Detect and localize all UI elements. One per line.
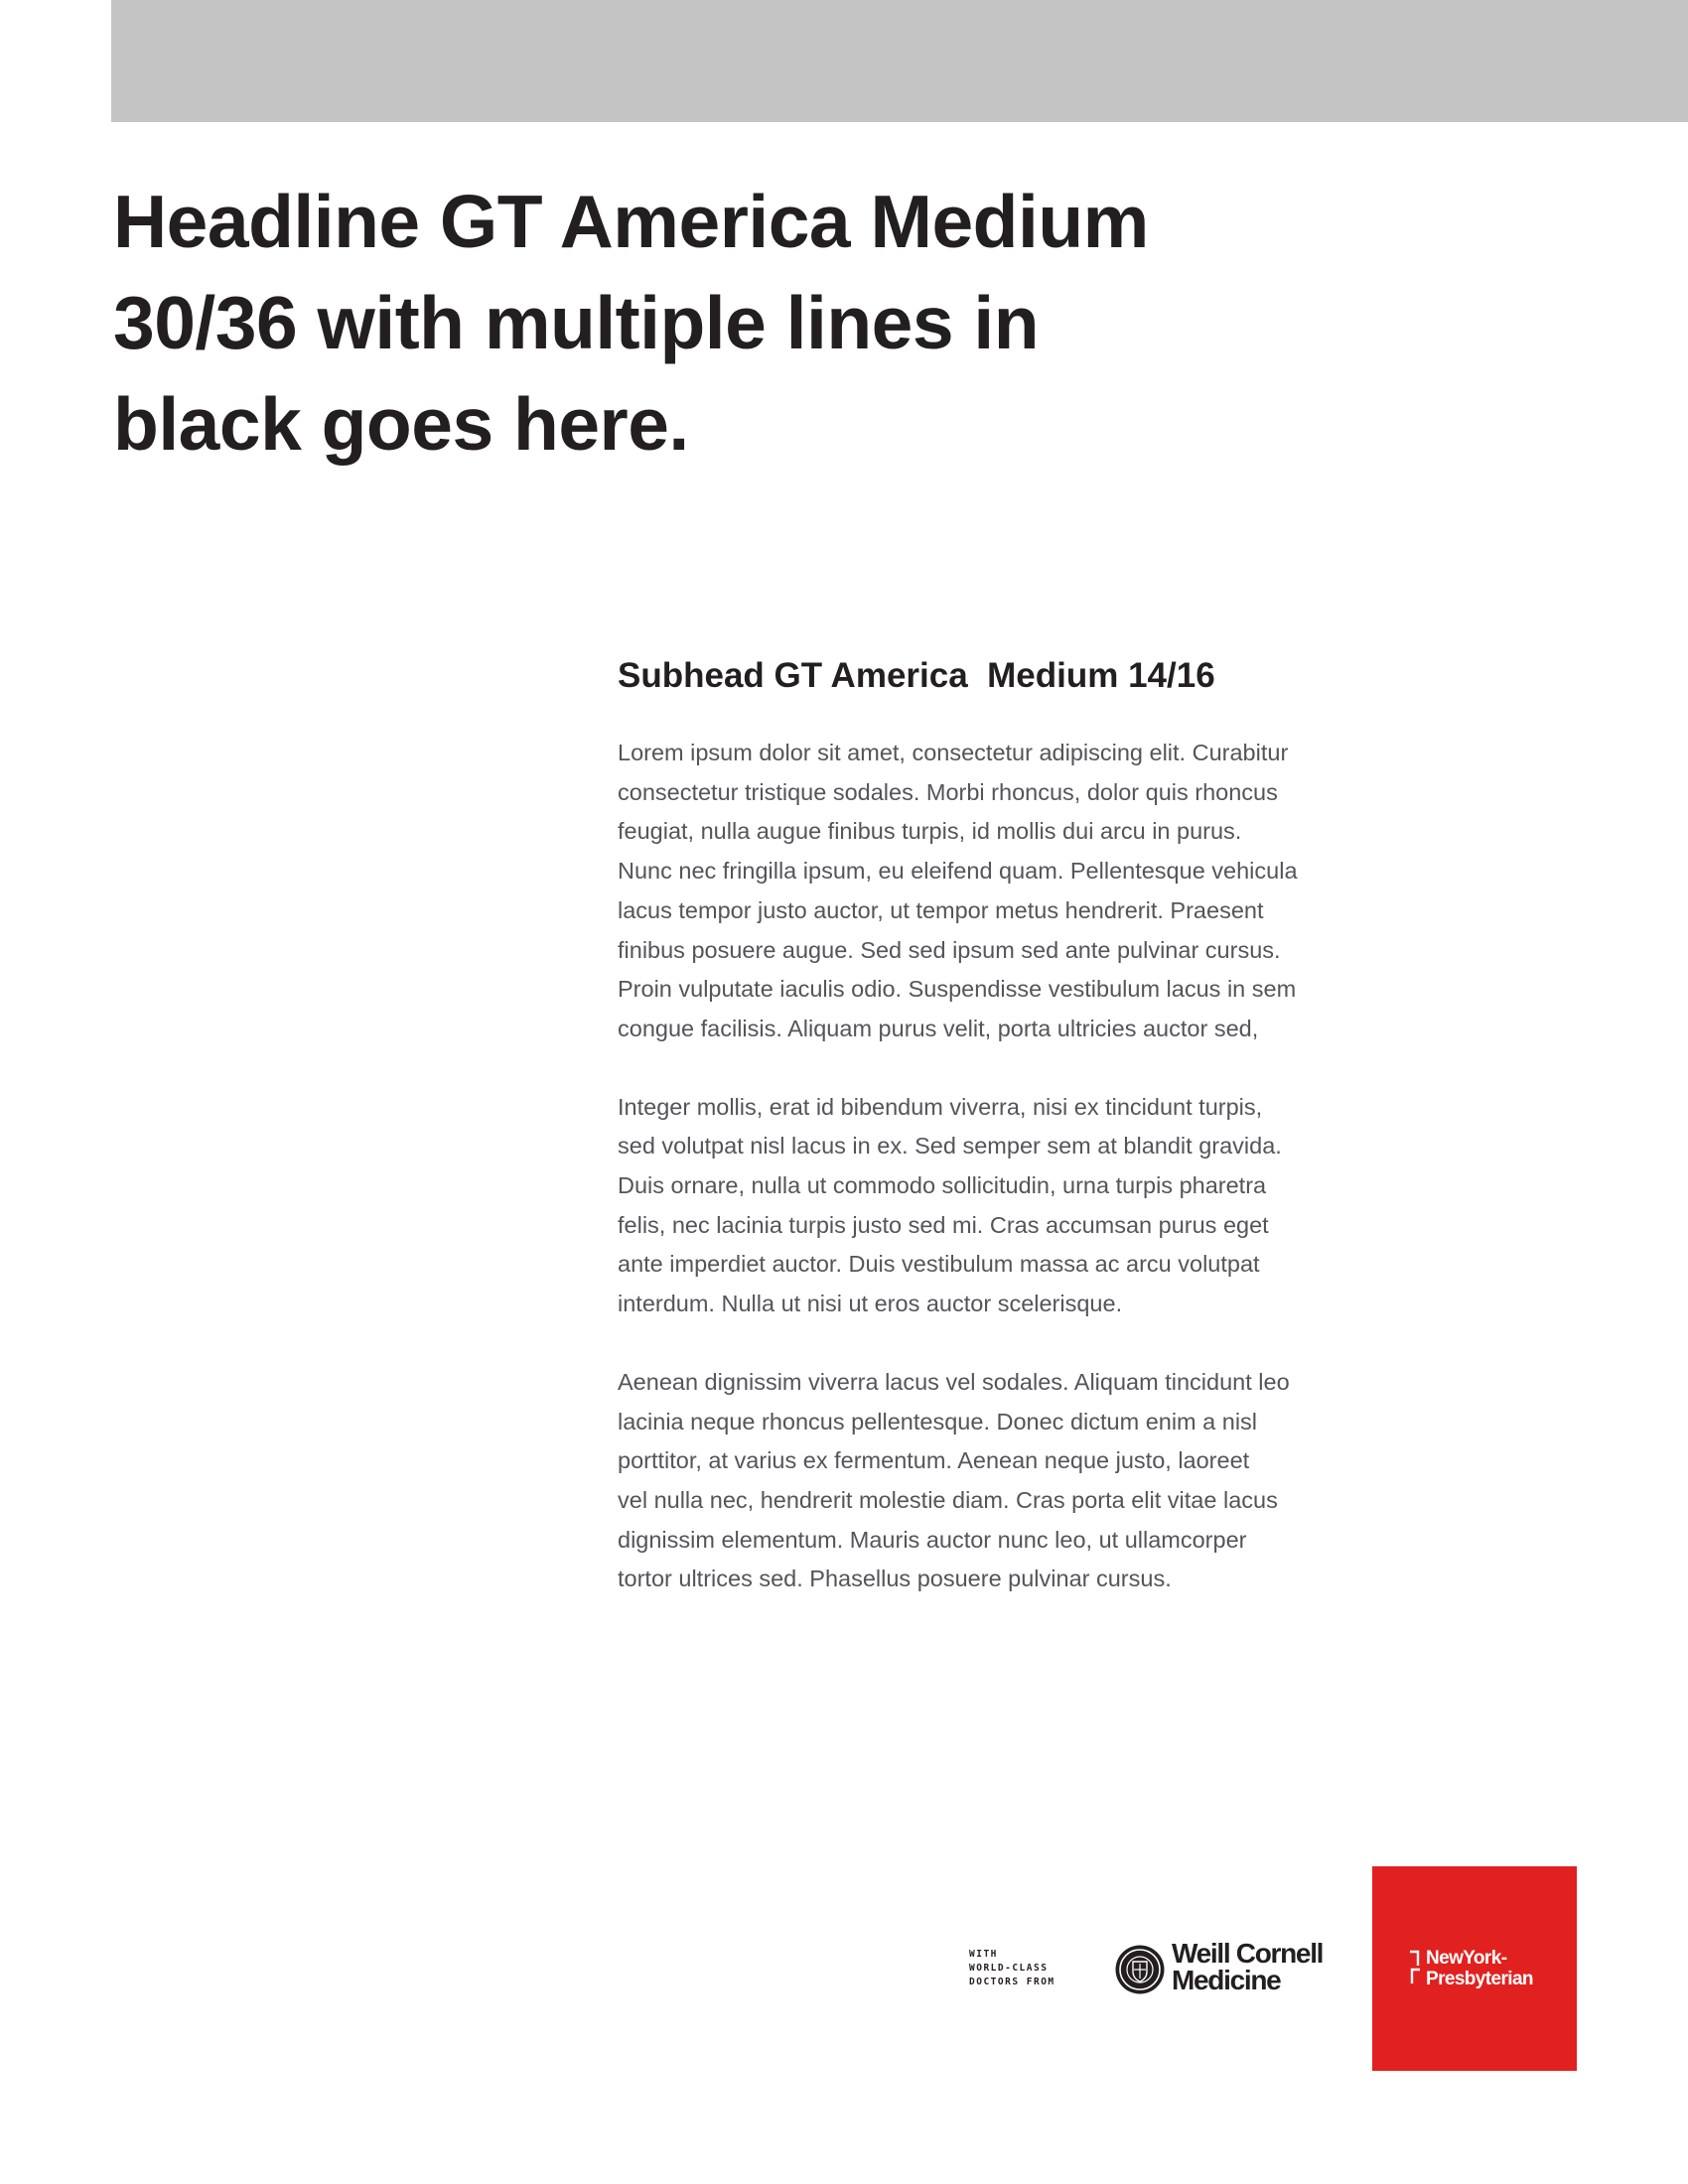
nyp-logo (1372, 1866, 1577, 2071)
headline-line: Headline GT America Medium (113, 180, 1149, 263)
nyp-logo-text (1426, 1948, 1533, 1989)
seal-icon (1114, 1944, 1166, 1995)
body-line: porttitor, at varius ex fermentum. Aenean neque justo, laoreet (618, 1447, 1250, 1474)
body-line: consectetur tristique sodales. Morbi rhoncus, dolor quis rhoncus (618, 778, 1278, 805)
body-line: interdum. Nulla ut nisi ut eros auctor scelerisque. (618, 1291, 1123, 1317)
tagline-line: DOCTORS FROM (969, 1977, 1055, 1987)
headline-line: 30/36 with multiple lines in (113, 281, 1040, 364)
tagline-line: WORLD-CLASS (969, 1963, 1049, 1974)
body-line: vel nulla nec, hendrerit molestie diam. Cras porta elit vitae lacus (618, 1486, 1278, 1513)
nyp-logo-line: Presbyterian (1426, 1969, 1533, 1989)
nyp-logo-line: NewYork- (1426, 1948, 1507, 1969)
body-line: dignissim elementum. Mauris auctor nunc leo, ut ullamcorper (618, 1526, 1247, 1553)
body-column (618, 650, 1372, 1638)
subhead: Subhead GT America Medium 14/16 (618, 656, 1215, 695)
page-headline (113, 171, 1255, 475)
wcm-logo-text (1172, 1940, 1323, 1993)
body-paragraph-2 (618, 1088, 1372, 1324)
body-line: tortor ultrices sed. Phasellus posuere pulvinar cursus. (618, 1566, 1172, 1592)
footer-logos (969, 1866, 1579, 2071)
body-line: felis, nec lacinia turpis justo sed mi. Cras accumsan purus eget (618, 1211, 1269, 1238)
nyp-cross-icon (1408, 1950, 1422, 1985)
headline-line: black goes here. (113, 382, 689, 466)
body-line: Nunc nec fringilla ipsum, eu eleifend quam. Pellentesque vehicula (618, 858, 1298, 885)
body-line: ante imperdiet auctor. Duis vestibulum massa ac arcu volutpat (618, 1251, 1260, 1278)
body-line: Lorem ipsum dolor sit amet, consectetur adipiscing elit. Curabitur (618, 740, 1289, 765)
header-band (111, 0, 1688, 122)
body-line: lacinia neque rhoncus pellentesque. Donec dictum enim a nisl (618, 1408, 1258, 1434)
body-line: lacus tempor justo auctor, ut tempor metus hendrerit. Praesent (618, 896, 1264, 923)
body-line: congue facilisis. Aliquam purus velit, porta ultricies auctor sed, (618, 1015, 1259, 1041)
body-line: Aenean dignissim viverra lacus vel sodales. Aliquam tincidunt leo (618, 1368, 1290, 1395)
body-line: sed volutpat nisl lacus in ex. Sed semper sem at blandit gravida. (618, 1133, 1282, 1160)
body-paragraph-1 (618, 734, 1372, 1049)
tagline-line: WITH (969, 1949, 998, 1960)
wcm-logo-line: Weill Cornell (1172, 1938, 1324, 1969)
body-line: Proin vulputate iaculis odio. Suspendisse vestibulum lacus in sem (618, 976, 1297, 1003)
tagline (969, 1948, 1088, 1989)
body-line: Integer mollis, erat id bibendum viverra, nisi ex tincidunt turpis, (618, 1093, 1263, 1120)
body-line: feugiat, nulla augue finibus turpis, id mollis dui arcu in purus. (618, 818, 1242, 845)
body-line: finibus posuere augue. Sed sed ipsum sed ante pulvinar cursus. (618, 936, 1281, 963)
wcm-logo-line: Medicine (1172, 1965, 1281, 1995)
body-paragraph-3 (618, 1363, 1372, 1599)
body-line: Duis ornare, nulla ut commodo sollicitudin, urna turpis pharetra (618, 1172, 1267, 1199)
